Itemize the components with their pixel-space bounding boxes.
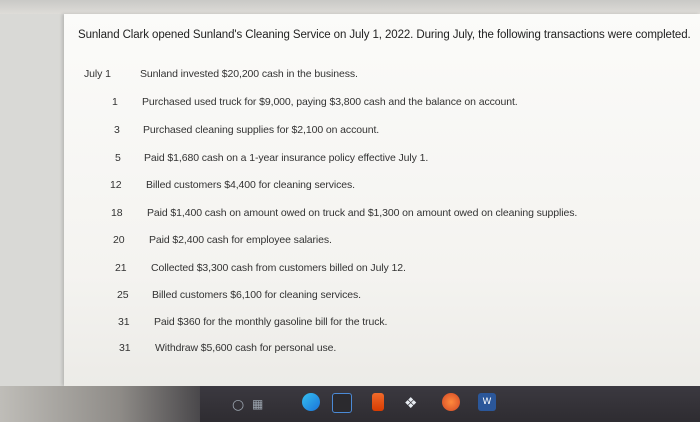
dropbox-icon[interactable]: ❖ bbox=[404, 394, 418, 412]
transaction-date: 1 bbox=[112, 96, 118, 108]
transaction-text: Withdraw $5,600 cash for personal use. bbox=[155, 342, 337, 354]
transaction-date: 31 bbox=[119, 342, 131, 354]
search-icon[interactable]: ○ bbox=[232, 397, 245, 413]
transaction-row bbox=[151, 262, 406, 274]
transaction-row bbox=[110, 179, 121, 191]
transaction-row bbox=[140, 68, 358, 80]
transaction-row bbox=[155, 342, 336, 354]
transaction-row bbox=[144, 152, 428, 164]
problem-intro: Sunland Clark opened Sunland's Cleaning Service on July 1, 2022. During July, the following transactions were completed. bbox=[78, 29, 691, 41]
transaction-text: Paid $1,400 cash on amount owed on truck and $1,300 on amount owed on cleaning supplies. bbox=[147, 207, 578, 219]
transaction-row bbox=[147, 207, 577, 219]
transaction-text: Purchased used truck for $9,000, paying $3,800 cash and the balance on account. bbox=[142, 96, 518, 108]
transaction-text: Paid $1,680 cash on a 1-year insurance policy effective July 1. bbox=[144, 152, 429, 164]
powerpoint-icon[interactable] bbox=[442, 393, 460, 411]
transaction-date: 18 bbox=[111, 207, 123, 219]
transaction-text: Paid $360 for the monthly gasoline bill for the truck. bbox=[154, 316, 388, 328]
transaction-row bbox=[146, 179, 355, 191]
office-icon[interactable] bbox=[372, 393, 384, 411]
transaction-date: 12 bbox=[110, 179, 122, 191]
transaction-text: Billed customers $6,100 for cleaning services. bbox=[152, 289, 362, 301]
transaction-text: Sunland invested $20,200 cash in the business. bbox=[140, 68, 358, 80]
transaction-date: 3 bbox=[114, 124, 120, 136]
transaction-row bbox=[142, 96, 518, 108]
transaction-row bbox=[154, 316, 387, 328]
edge-icon[interactable] bbox=[302, 393, 320, 411]
task-view-icon[interactable]: ▦ bbox=[252, 397, 264, 411]
transaction-date: 21 bbox=[115, 262, 127, 274]
transaction-row bbox=[113, 234, 124, 246]
transaction-row bbox=[152, 289, 361, 301]
transaction-row bbox=[118, 316, 129, 328]
transaction-date: 20 bbox=[113, 234, 125, 246]
transaction-row bbox=[114, 124, 120, 136]
transaction-text: Billed customers $4,400 for cleaning services. bbox=[146, 179, 356, 191]
transaction-row bbox=[115, 262, 126, 274]
transaction-text: Collected $3,300 cash from customers billed on July 12. bbox=[151, 262, 406, 274]
transaction-text: Purchased cleaning supplies for $2,100 on account. bbox=[143, 124, 380, 136]
transaction-date: 31 bbox=[118, 316, 130, 328]
transaction-row bbox=[143, 124, 379, 136]
top-band bbox=[0, 0, 700, 14]
transaction-row bbox=[149, 234, 332, 246]
taskbar-left-glare bbox=[0, 386, 200, 422]
word-icon[interactable]: W bbox=[478, 393, 496, 411]
transaction-row bbox=[112, 96, 118, 108]
transaction-text: Paid $2,400 cash for employee salaries. bbox=[149, 234, 332, 246]
transaction-row bbox=[115, 152, 121, 164]
transaction-row bbox=[119, 342, 130, 354]
transaction-date: 5 bbox=[115, 152, 121, 164]
transaction-row bbox=[84, 68, 111, 80]
transaction-date: 25 bbox=[117, 289, 129, 301]
store-icon[interactable] bbox=[332, 393, 352, 413]
transaction-row bbox=[111, 207, 122, 219]
transaction-row bbox=[117, 289, 128, 301]
transaction-date: July 1 bbox=[84, 68, 111, 80]
